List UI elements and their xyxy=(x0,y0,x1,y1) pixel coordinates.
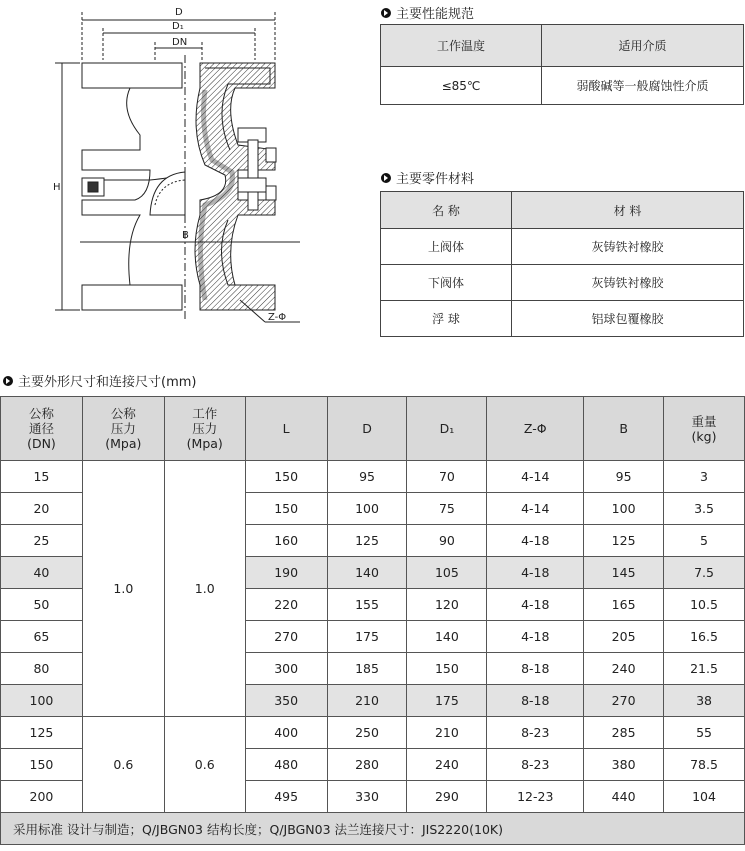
cell-b: 95 xyxy=(584,461,664,493)
cell-b: 100 xyxy=(584,493,664,525)
spec-header-temp: 工作温度 xyxy=(381,25,542,67)
cell-dn: 150 xyxy=(1,749,83,781)
cell-b: 205 xyxy=(584,621,664,653)
cell-w: 10.5 xyxy=(664,589,745,621)
table-row xyxy=(1,461,745,493)
cell-d1: 105 xyxy=(407,557,487,589)
dimensions-header-row xyxy=(1,397,745,461)
cell-d: 155 xyxy=(327,589,407,621)
dim-label-D1: D₁ xyxy=(172,21,184,32)
dim-label-D: D xyxy=(175,7,183,18)
header-D1: D₁ xyxy=(407,397,487,461)
cell-z: 8-18 xyxy=(487,685,584,717)
header-D: D xyxy=(327,397,407,461)
header-B: B xyxy=(584,397,664,461)
cell-w: 38 xyxy=(664,685,745,717)
cell-z: 4-14 xyxy=(487,493,584,525)
materials-title: 主要零件材料 xyxy=(396,172,475,187)
cell-w: 5 xyxy=(664,525,745,557)
cell-d1: 75 xyxy=(407,493,487,525)
cell-d1: 150 xyxy=(407,653,487,685)
cell-d1: 290 xyxy=(407,781,487,813)
cell-d: 250 xyxy=(327,717,407,749)
cell-l: 495 xyxy=(245,781,327,813)
cell-dn: 20 xyxy=(1,493,83,525)
material-part-name: 下阀体 xyxy=(381,265,512,301)
cell-d1: 210 xyxy=(407,717,487,749)
standards-footer: 采用标准 设计与制造；Q/JBGN03 结构长度；Q/JBGN03 法兰连接尺寸：JIS2220(10K) xyxy=(1,813,745,845)
cell-w: 7.5 xyxy=(664,557,745,589)
performance-section-title xyxy=(380,3,474,22)
header-dn: 公称 通径 (DN) xyxy=(1,397,83,461)
cell-w: 78.5 xyxy=(664,749,745,781)
cell-dn: 125 xyxy=(1,717,83,749)
spec-temp-value: ≤85℃ xyxy=(381,67,542,105)
cell-dn: 40 xyxy=(1,557,83,589)
cell-w: 104 xyxy=(664,781,745,813)
dim-label-B: B xyxy=(182,230,189,241)
material-part-name: 浮 球 xyxy=(381,301,512,337)
cell-dn: 100 xyxy=(1,685,83,717)
cell-l: 300 xyxy=(245,653,327,685)
valve-drawing xyxy=(40,0,330,330)
cell-dn: 50 xyxy=(1,589,83,621)
cell-z: 4-18 xyxy=(487,525,584,557)
dimensions-title: 主要外形尺寸和连接尺寸(mm) xyxy=(18,375,197,390)
cell-dn: 25 xyxy=(1,525,83,557)
cell-w: 3.5 xyxy=(664,493,745,525)
cell-dn: 80 xyxy=(1,653,83,685)
materials-section-title xyxy=(380,168,474,187)
cell-w: 55 xyxy=(664,717,745,749)
cell-working-pressure: 0.6 xyxy=(164,717,245,813)
cell-z: 8-18 xyxy=(487,653,584,685)
cell-l: 220 xyxy=(245,589,327,621)
cell-b: 240 xyxy=(584,653,664,685)
spec-header-medium: 适用介质 xyxy=(542,25,744,67)
materials-header-material: 材 料 xyxy=(512,192,744,229)
materials-table xyxy=(380,191,744,337)
cell-l: 400 xyxy=(245,717,327,749)
bullet-icon xyxy=(380,7,392,19)
material-value: 灰铸铁衬橡胶 xyxy=(512,265,744,301)
performance-table xyxy=(380,24,744,105)
cell-d: 140 xyxy=(327,557,407,589)
cell-b: 380 xyxy=(584,749,664,781)
cell-z: 4-18 xyxy=(487,621,584,653)
cell-d: 330 xyxy=(327,781,407,813)
cell-l: 350 xyxy=(245,685,327,717)
cell-d: 175 xyxy=(327,621,407,653)
cell-d: 100 xyxy=(327,493,407,525)
cell-z: 12-23 xyxy=(487,781,584,813)
materials-header-name: 名 称 xyxy=(381,192,512,229)
material-value: 铝球包覆橡胶 xyxy=(512,301,744,337)
cell-z: 8-23 xyxy=(487,717,584,749)
cell-z: 4-18 xyxy=(487,589,584,621)
cell-l: 150 xyxy=(245,461,327,493)
table-row xyxy=(1,717,745,749)
cell-dn: 65 xyxy=(1,621,83,653)
cell-l: 480 xyxy=(245,749,327,781)
cell-b: 285 xyxy=(584,717,664,749)
cell-d: 185 xyxy=(327,653,407,685)
material-part-name: 上阀体 xyxy=(381,229,512,265)
header-weight: 重量 (kg) xyxy=(664,397,745,461)
cell-dn: 15 xyxy=(1,461,83,493)
cell-d: 95 xyxy=(327,461,407,493)
header-L: L xyxy=(245,397,327,461)
cell-l: 150 xyxy=(245,493,327,525)
cell-b: 145 xyxy=(584,557,664,589)
cell-d: 280 xyxy=(327,749,407,781)
cell-l: 190 xyxy=(245,557,327,589)
cell-d1: 240 xyxy=(407,749,487,781)
bullet-icon xyxy=(2,375,14,387)
dimensions-section-title xyxy=(2,371,196,390)
cell-w: 21.5 xyxy=(664,653,745,685)
cell-d: 210 xyxy=(327,685,407,717)
bullet-icon xyxy=(380,172,392,184)
cell-d: 125 xyxy=(327,525,407,557)
dimensions-table xyxy=(0,396,745,845)
cell-d1: 90 xyxy=(407,525,487,557)
cell-d1: 175 xyxy=(407,685,487,717)
cell-w: 3 xyxy=(664,461,745,493)
header-working-pressure: 工作 压力 (Mpa) xyxy=(164,397,245,461)
material-value: 灰铸铁衬橡胶 xyxy=(512,229,744,265)
cell-b: 125 xyxy=(584,525,664,557)
cell-z: 4-18 xyxy=(487,557,584,589)
dim-label-DN: DN xyxy=(172,37,188,48)
cell-d1: 140 xyxy=(407,621,487,653)
cell-z: 4-14 xyxy=(487,461,584,493)
cell-b: 440 xyxy=(584,781,664,813)
cell-working-pressure: 1.0 xyxy=(164,461,245,717)
header-z-phi: Z-Φ xyxy=(487,397,584,461)
cell-b: 270 xyxy=(584,685,664,717)
dim-label-H: H xyxy=(53,182,61,193)
cell-b: 165 xyxy=(584,589,664,621)
dim-label-z-phi: Z-Φ xyxy=(268,312,287,323)
cell-d1: 70 xyxy=(407,461,487,493)
cell-nominal-pressure: 1.0 xyxy=(82,461,164,717)
cell-dn: 200 xyxy=(1,781,83,813)
performance-title: 主要性能规范 xyxy=(396,7,475,22)
cell-l: 270 xyxy=(245,621,327,653)
cell-nominal-pressure: 0.6 xyxy=(82,717,164,813)
cell-d1: 120 xyxy=(407,589,487,621)
spec-medium-value: 弱酸碱等一般腐蚀性介质 xyxy=(542,67,744,105)
cell-z: 8-23 xyxy=(487,749,584,781)
header-nominal-pressure: 公称 压力 (Mpa) xyxy=(82,397,164,461)
cell-l: 160 xyxy=(245,525,327,557)
cell-w: 16.5 xyxy=(664,621,745,653)
